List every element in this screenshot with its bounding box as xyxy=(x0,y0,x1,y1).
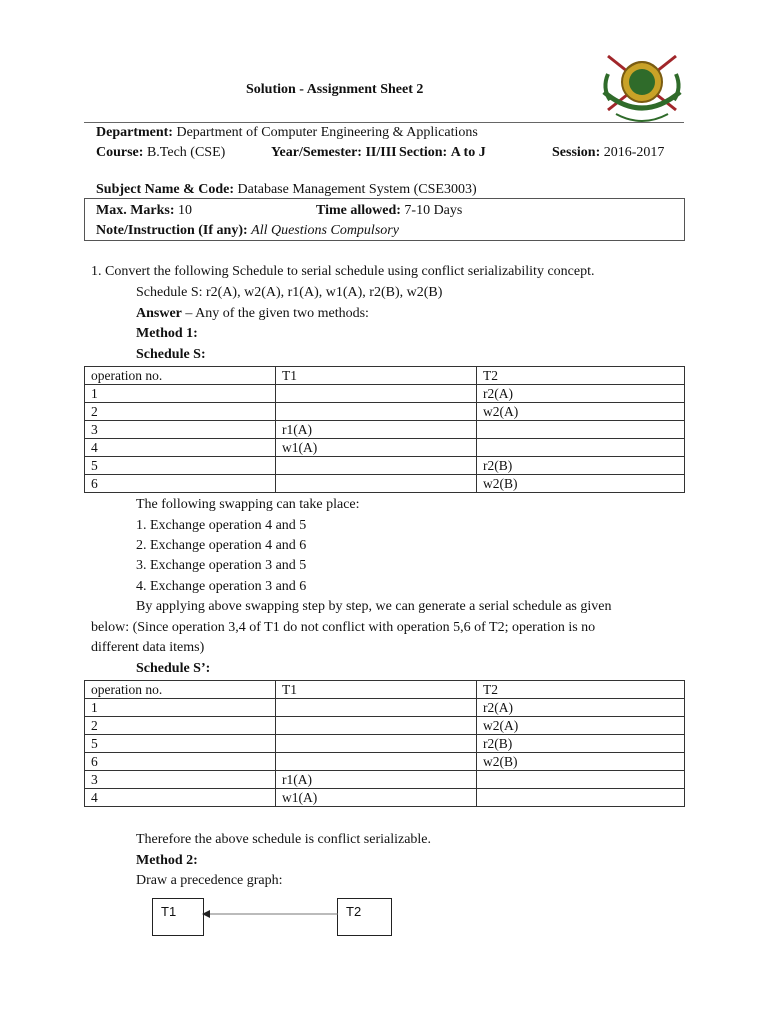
answer-text: – Any of the given two methods: xyxy=(181,306,369,321)
header-t2: T2 xyxy=(477,367,685,385)
cell xyxy=(276,753,477,771)
cell: 5 xyxy=(85,457,276,475)
cell xyxy=(477,439,685,457)
table-header-row xyxy=(85,367,685,385)
yearsem-line xyxy=(271,144,397,162)
cell: r2(B) xyxy=(477,457,685,475)
note-value: All Questions Compulsory xyxy=(251,223,399,238)
list-item: 2. Exchange operation 4 and 6 xyxy=(136,538,307,553)
time-label: Time allowed: xyxy=(316,203,401,218)
cell: w2(B) xyxy=(477,753,685,771)
session-value: 2016-2017 xyxy=(603,145,665,160)
cell xyxy=(276,403,477,421)
method1-label: Method 1: xyxy=(136,326,198,341)
time-line xyxy=(316,202,462,220)
note-line xyxy=(96,222,399,240)
cell: 6 xyxy=(85,475,276,493)
cell: r2(A) xyxy=(477,385,685,403)
course-label: Course: xyxy=(96,145,144,160)
table-row xyxy=(85,789,685,807)
session-label: Session: xyxy=(552,145,601,160)
cell: w1(A) xyxy=(276,439,477,457)
cell: r2(A) xyxy=(477,699,685,717)
table-row xyxy=(85,475,685,493)
note-label: Note/Instruction (If any): xyxy=(96,223,248,238)
cell xyxy=(276,457,477,475)
cell: w2(A) xyxy=(477,717,685,735)
cell xyxy=(477,421,685,439)
graph-edge-arrow-icon xyxy=(200,908,340,920)
swaps-intro: The following swapping can take place: xyxy=(136,497,360,512)
course-line xyxy=(96,144,225,162)
graph-instruction: Draw a precedence graph: xyxy=(136,873,283,888)
cell xyxy=(477,789,685,807)
cell xyxy=(276,717,477,735)
section-line xyxy=(399,144,486,162)
header-t2: T2 xyxy=(477,681,685,699)
schedule-s2-label: Schedule S’: xyxy=(136,661,211,676)
marks-line xyxy=(96,202,192,220)
table-row xyxy=(85,753,685,771)
method2-label: Method 2: xyxy=(136,853,198,868)
department-line xyxy=(96,124,478,142)
course-value: B.Tech (CSE) xyxy=(146,145,226,160)
header-operation: operation no. xyxy=(85,367,276,385)
table-row xyxy=(85,457,685,475)
table-header-row xyxy=(85,681,685,699)
list-item: 3. Exchange operation 3 and 5 xyxy=(136,558,307,573)
cell: r1(A) xyxy=(276,421,477,439)
info-box-top-rule xyxy=(84,198,684,199)
yearsem-label: Year/Semester: xyxy=(271,145,362,160)
schedule-s-table xyxy=(84,366,685,493)
subject-label: Subject Name & Code: xyxy=(96,182,235,197)
cell xyxy=(276,385,477,403)
table-row xyxy=(85,771,685,789)
graph-node-t1 xyxy=(152,898,204,936)
cell: r2(B) xyxy=(477,735,685,753)
table-row xyxy=(85,421,685,439)
schedule-s-label: Schedule S: xyxy=(136,347,206,362)
cell: 3 xyxy=(85,771,276,789)
explanation-line-1: By applying above swapping step by step, we can generate a serial schedule as given xyxy=(136,599,612,614)
cell xyxy=(276,735,477,753)
table-row xyxy=(85,735,685,753)
section-value: A to J xyxy=(450,145,486,160)
cell: 2 xyxy=(85,717,276,735)
cell: 4 xyxy=(85,439,276,457)
header-t1: T1 xyxy=(276,681,477,699)
department-label: Department: xyxy=(96,125,173,140)
section-label: Section: xyxy=(399,145,448,160)
header-operation: operation no. xyxy=(85,681,276,699)
question-text: 1. Convert the following Schedule to serial schedule using conflict serializability concept. xyxy=(91,264,595,279)
subject-line xyxy=(96,181,477,199)
table-row xyxy=(85,717,685,735)
university-logo-icon xyxy=(598,48,686,126)
marks-value: 10 xyxy=(178,203,193,218)
header-t1: T1 xyxy=(276,367,477,385)
cell: 3 xyxy=(85,421,276,439)
cell: 2 xyxy=(85,403,276,421)
yearsem-value: II/III xyxy=(365,145,397,160)
cell xyxy=(477,771,685,789)
conclusion-text: Therefore the above schedule is conflict serializable. xyxy=(136,832,432,847)
table-row xyxy=(85,439,685,457)
department-value: Department of Computer Engineering & Applications xyxy=(176,125,478,140)
marks-label: Max. Marks: xyxy=(96,203,175,218)
cell: 6 xyxy=(85,753,276,771)
cell xyxy=(276,699,477,717)
table-row xyxy=(85,403,685,421)
graph-node-t2 xyxy=(337,898,392,936)
cell: 1 xyxy=(85,699,276,717)
explanation-line-3: different data items) xyxy=(91,640,205,655)
subject-value: Database Management System (CSE3003) xyxy=(237,182,477,197)
cell: w2(B) xyxy=(477,475,685,493)
node-label: T2 xyxy=(346,904,362,919)
node-label: T1 xyxy=(161,904,177,919)
table-row xyxy=(85,699,685,717)
list-item: 4. Exchange operation 3 and 6 xyxy=(136,579,307,594)
cell: w1(A) xyxy=(276,789,477,807)
cell xyxy=(276,475,477,493)
schedule-s2-table xyxy=(84,680,685,807)
list-item: 1. Exchange operation 4 and 5 xyxy=(136,518,307,533)
cell: r1(A) xyxy=(276,771,477,789)
document-title: Solution - Assignment Sheet 2 xyxy=(246,82,424,97)
cell: 5 xyxy=(85,735,276,753)
explanation-line-2: below: (Since operation 3,4 of T1 do not conflict with operation 5,6 of T2; operation is no xyxy=(91,620,596,635)
schedule-definition: Schedule S: r2(A), w2(A), r1(A), w1(A), r2(B), w2(B) xyxy=(136,285,443,300)
table-row xyxy=(85,385,685,403)
answer-line xyxy=(136,305,369,323)
header-rule xyxy=(84,122,684,123)
session-line xyxy=(552,144,664,162)
cell: 1 xyxy=(85,385,276,403)
cell: 4 xyxy=(85,789,276,807)
answer-label: Answer xyxy=(136,306,182,321)
time-value: 7-10 Days xyxy=(404,203,463,218)
cell: w2(A) xyxy=(477,403,685,421)
